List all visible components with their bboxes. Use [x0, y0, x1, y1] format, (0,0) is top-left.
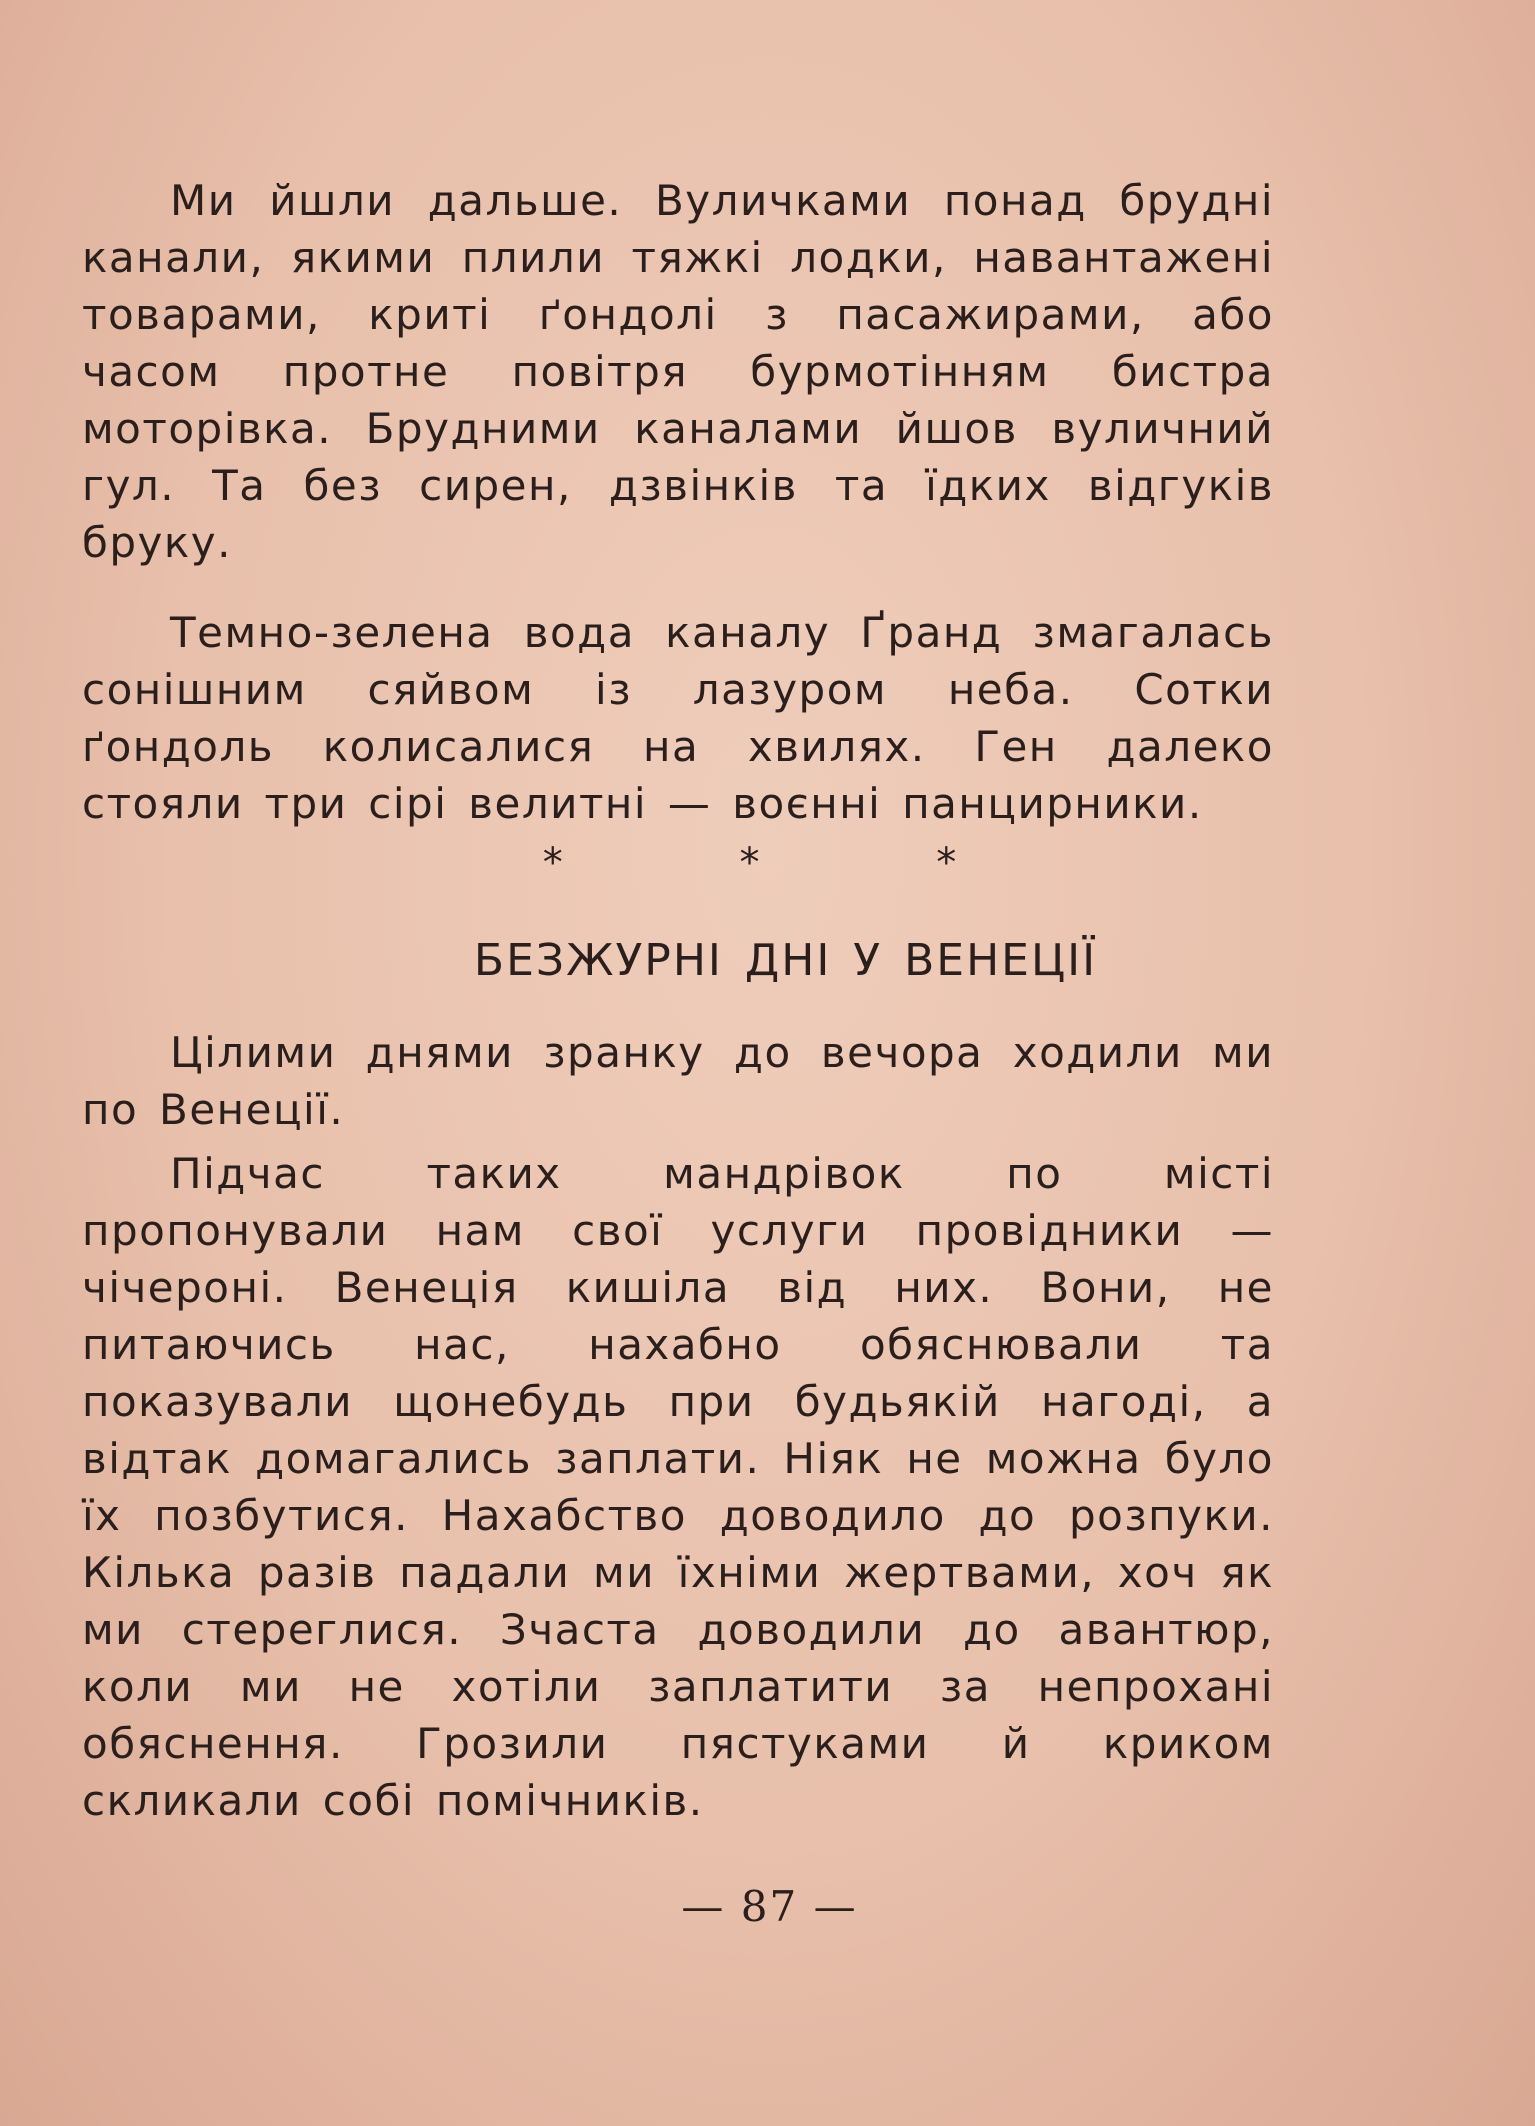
- section-title: БЕЗЖУРНІ ДНІ У ВЕНЕЦІЇ: [473, 935, 1098, 986]
- paragraph-2-text: Темно-зелена вода каналу Ґранд змагалась сонішним сяйвом із лазуром неба. Сотки ґондоль колисалися на хвилях. Ген далеко стояли три сірі велитні — воєнні панцирники.: [82, 608, 1274, 828]
- paragraph-1: [82, 172, 1274, 571]
- paragraph-1-text: Ми йшли дальше. Вуличками понад брудні канали, якими плили тяжкі лодки, навантажені товарами, криті ґондолі з пасажирами, або часом протне повітря бурмотінням бистра моторівка. Брудними каналами йшов вуличний гул. Та без сирен, дзвінків та їдких відгуків бруку.: [82, 176, 1274, 567]
- section-separator: * * *: [542, 840, 1039, 886]
- paragraph-2: [82, 604, 1274, 832]
- paragraph-4: [82, 1145, 1274, 1829]
- paragraph-3: [82, 1024, 1274, 1138]
- paragraph-3-text: Цілими днями зранку до вечора ходили ми по Венеції.: [82, 1028, 1274, 1134]
- paragraph-4-text: Підчас таких мандрівок по місті пропонували нам свої услуги провідники — чічероні. Венеція кишіла від них. Вони, не питаючись нас, нахабно обяснювали та показували щонебудь при будьякій нагоді, а відтак домагались заплати. Ніяк не можна було їх позбутися. Нахабство доводило до розпуки. Кілька разів падали ми їхніми жертвами, хоч як ми стереглися. Зчаста доводили до авантюр, коли ми не хотіли заплатити за непрохані обяснення. Грозили пястуками й криком скликали собі помічників.: [82, 1149, 1274, 1825]
- page-number: — 87 —: [681, 1882, 858, 1931]
